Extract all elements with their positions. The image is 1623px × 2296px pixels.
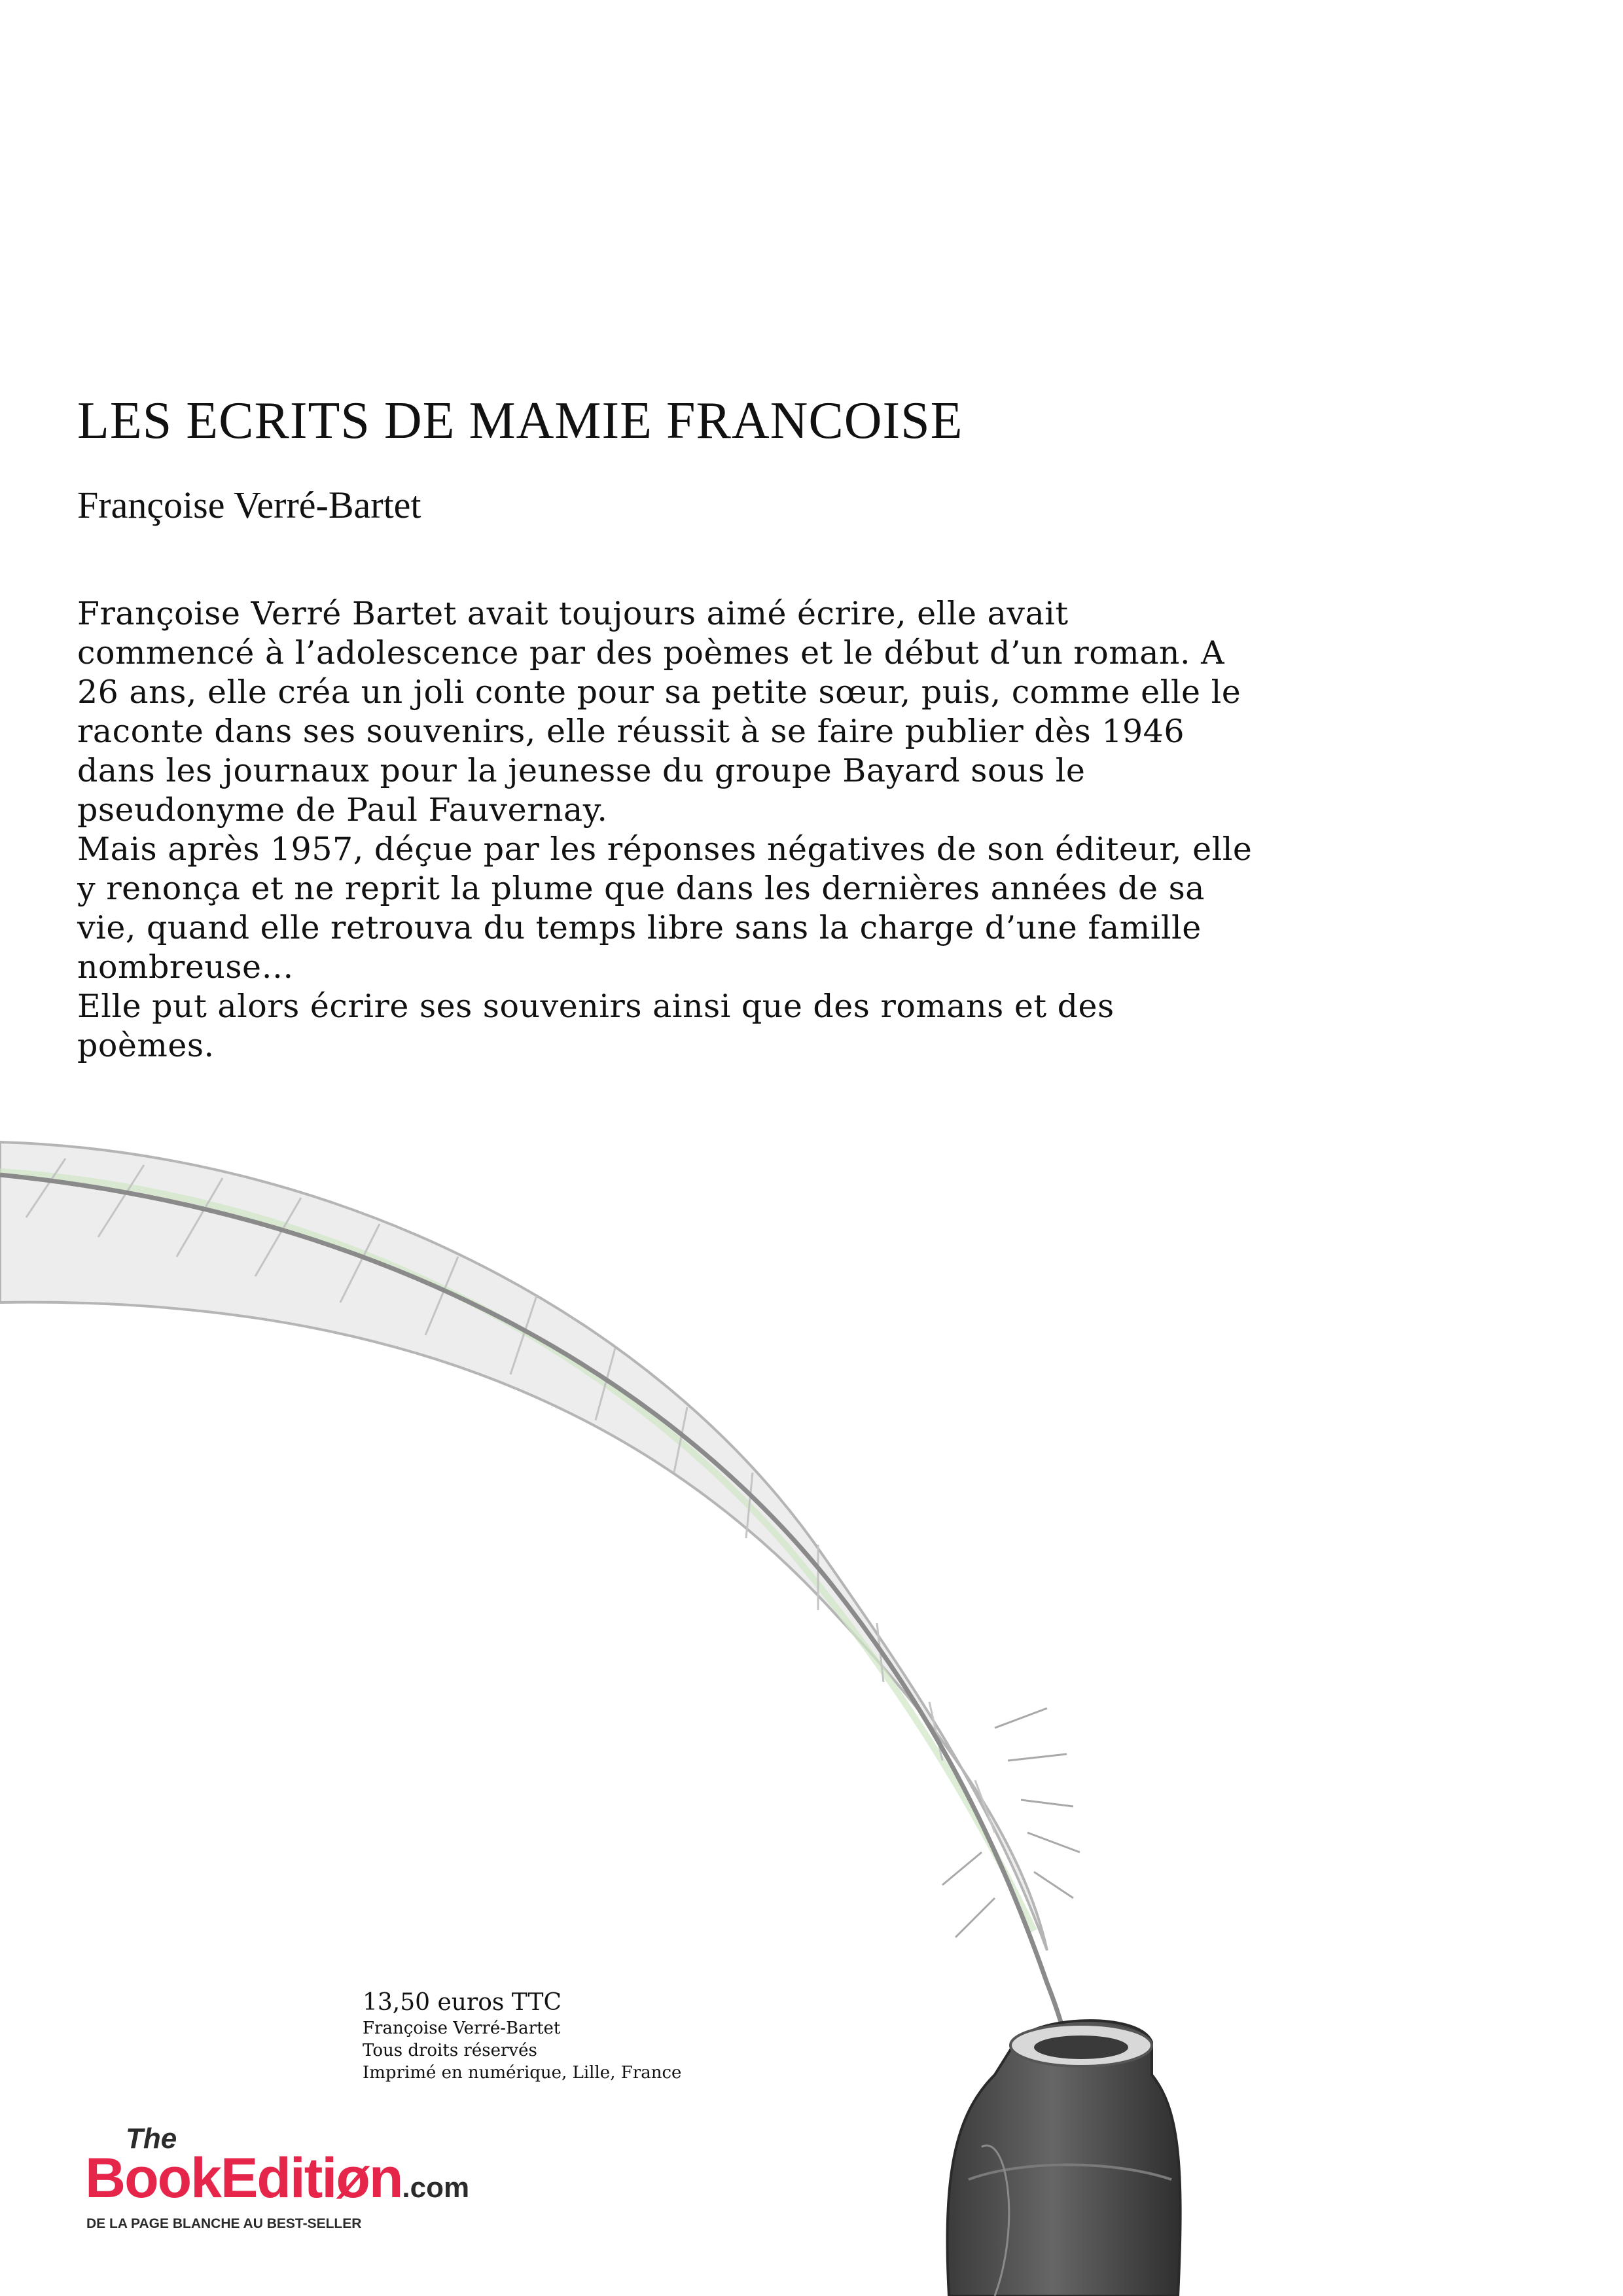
quill-feather (0, 1142, 1080, 2068)
blurb-paragraph: Mais après 1957, déçue par les réponses négatives de son éditeur, elle y renonça et ne reprit la plume que dans les dernières années de sa vie, quand elle retrouva du temps libre sans la charge d’une famille nombreuse… (77, 831, 1253, 986)
logo-nib-icon: ø (336, 2147, 369, 2210)
blurb-paragraph: Françoise Verré Bartet avait toujours aimé écrire, elle avait commencé à l’adolescence par des poèmes et le début d’un roman. A 26 ans, elle créa un joli conte pour sa petite sœur, puis, comme elle le raconte dans ses souvenirs, elle réussit à se faire publier dès 1946 dans les journaux pour la jeunesse du groupe Bayard sous le pseudonyme de Paul Fauvernay. (77, 595, 1241, 829)
back-cover-blurb (77, 594, 1255, 1066)
imprint-author: Françoise Verré-Bartet (363, 2018, 561, 2038)
publisher-logo (85, 2115, 491, 2240)
logo-brand-part2: n (368, 2147, 402, 2210)
inkwell (948, 2020, 1181, 2296)
imprint-rights: Tous droits réservés (363, 2041, 537, 2060)
blurb-paragraph: Elle put alors écrire ses souvenirs ainsi que des romans et des poèmes. (77, 988, 1115, 1064)
logo-the-text: The (126, 2123, 177, 2155)
logo-brand-text (85, 2147, 469, 2210)
imprint-printed: Imprimé en numérique, Lille, France (363, 2063, 682, 2083)
price-label: 13,50 euros TTC (363, 1989, 562, 2016)
logo-brand-part1: BookEditi (85, 2147, 336, 2210)
logo-domain: .com (402, 2172, 470, 2204)
logo-tagline: DE LA PAGE BLANCHE AU BEST-SELLER (86, 2216, 362, 2231)
imprint-block (363, 1988, 681, 2084)
book-author: Françoise Verré-Bartet (77, 484, 421, 526)
book-title: LES ECRITS DE MAMIE FRANCOISE (77, 392, 963, 450)
